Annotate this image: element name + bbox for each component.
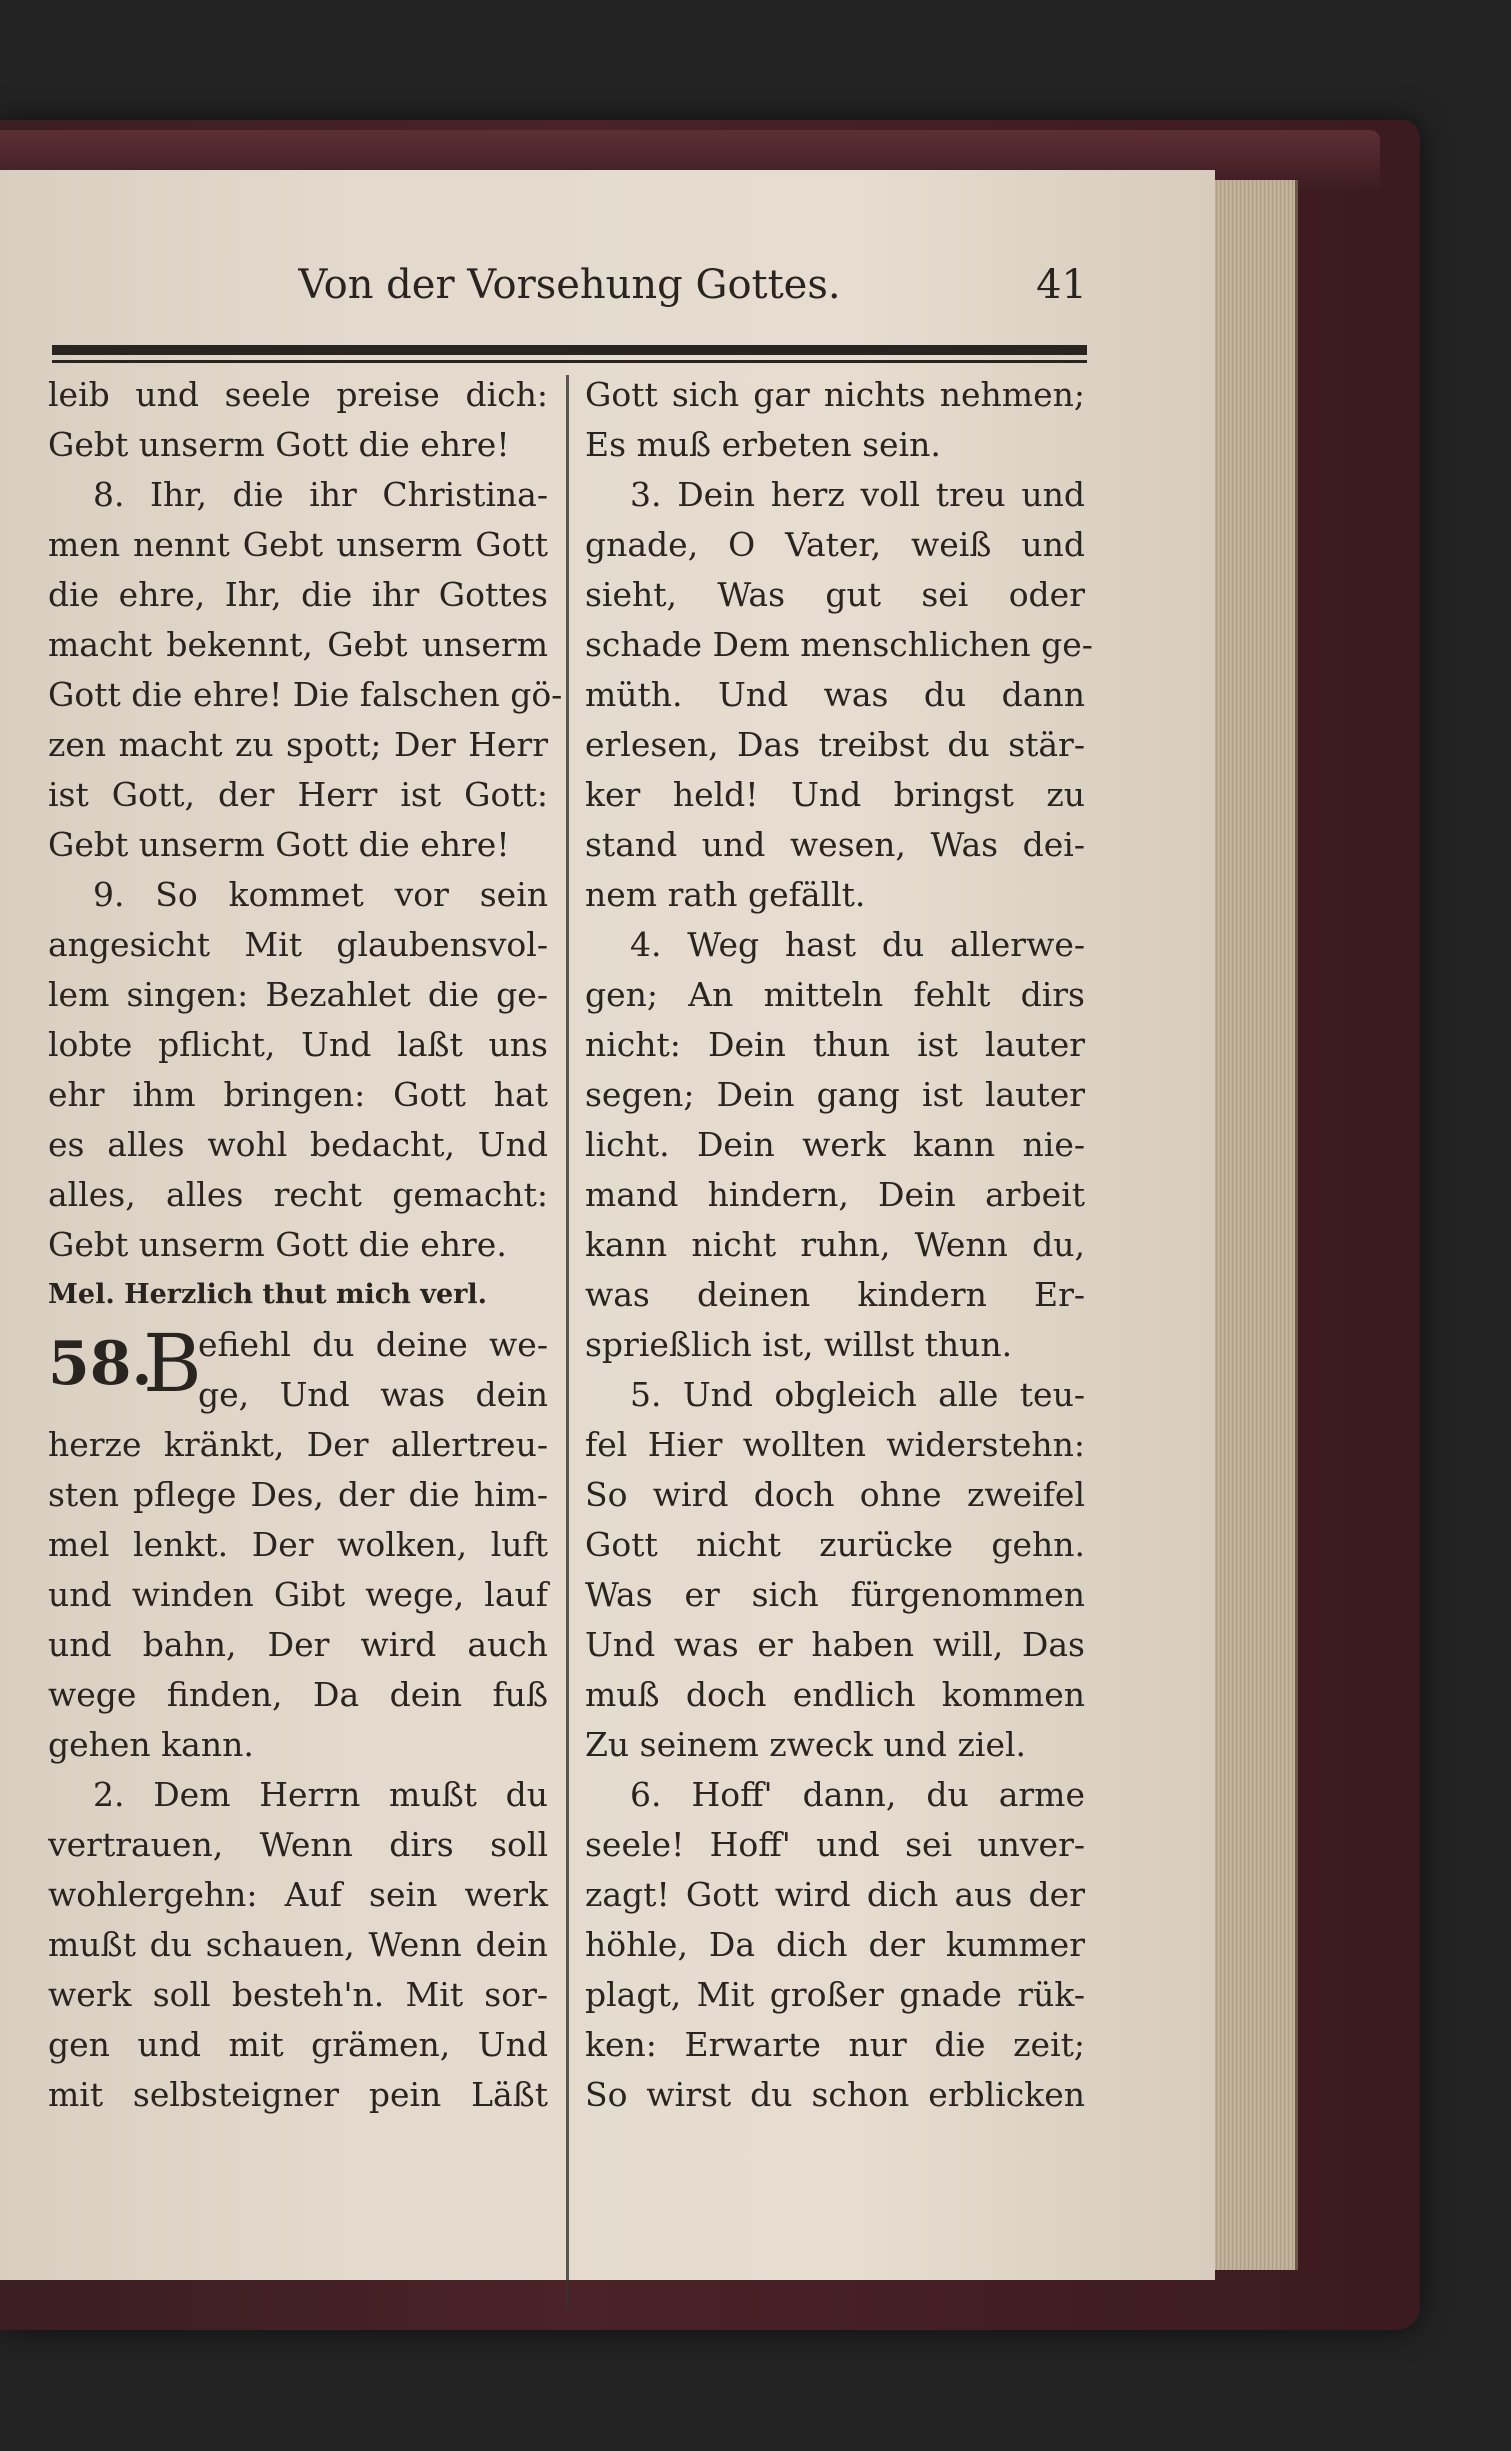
text-line: Gebt unserm Gott die ehre! [48, 825, 510, 864]
text-line: Es muß erbeten sein. [585, 425, 941, 464]
text-line: sprießlich ist, willst thun. [585, 1325, 1013, 1364]
text-line: Und was er haben will, Das [585, 1625, 1085, 1664]
text-line: Gebt unserm Gott die ehre. [48, 1225, 507, 1264]
text-line: segen; Dein gang ist lauter [585, 1075, 1085, 1114]
text-line: werk soll besteh'n. Mit sor- [48, 1975, 548, 2014]
text-line: 2. Dem Herrn mußt du [93, 1775, 548, 1814]
text-line: vertrauen, Wenn dirs soll [48, 1825, 548, 1864]
column-divider [566, 375, 569, 2310]
text-line: wohlergehn: Auf sein werk [48, 1875, 548, 1914]
text-line: So wirst du schon erblicken [585, 2075, 1085, 2114]
text-line: nem rath gefällt. [585, 875, 866, 914]
text-line: ist Gott, der Herr ist Gott: [48, 775, 548, 814]
text-line: 6. Hoff' dann, du arme [630, 1775, 1085, 1814]
page-edges [1205, 180, 1298, 2270]
melody-line: Mel. Herzlich thut mich verl. [48, 1279, 488, 1310]
text-line: alles, alles recht gemacht: [48, 1175, 548, 1214]
text-line: macht bekennt, Gebt unserm [48, 625, 548, 664]
text-line: muß doch endlich kommen [585, 1675, 1085, 1714]
text-line: mel lenkt. Der wolken, luft [48, 1525, 548, 1564]
text-line: zagt! Gott wird dich aus der [585, 1875, 1085, 1914]
text-line: sieht, Was gut sei oder [585, 575, 1085, 614]
text-line: es alles wohl bedacht, Und [48, 1125, 548, 1164]
text-line: herze kränkt, Der allertreu- [48, 1425, 548, 1464]
text-line: 5. Und obgleich alle teu- [630, 1375, 1085, 1414]
text-line: schade Dem menschlichen ge- [585, 625, 1093, 664]
text-line: gehen kann. [48, 1725, 254, 1764]
text-line: 9. So kommet vor sein [93, 875, 548, 914]
text-line: was deinen kindern Er- [585, 1275, 1085, 1314]
text-line: Gebt unserm Gott die ehre! [48, 425, 510, 464]
text-line: die ehre, Ihr, die ihr Gottes [48, 575, 548, 614]
right-column [585, 370, 1093, 2120]
text-line: plagt, Mit großer gnade rük- [585, 1975, 1085, 2014]
text-line: fel Hier wollten widerstehn: [585, 1425, 1085, 1464]
text-line: ken: Erwarte nur die zeit; [585, 2025, 1085, 2064]
text-line: 4. Weg hast du allerwe- [630, 925, 1085, 964]
text-line: höhle, Da dich der kummer [585, 1925, 1085, 1964]
hymn-heading [48, 1317, 548, 1420]
hymn-number: 58. [48, 1329, 153, 1399]
text-line: erlesen, Das treibst du stär- [585, 725, 1085, 764]
text-line: men nennt Gebt unserm Gott [48, 525, 548, 564]
page-number: 41 [1036, 262, 1087, 308]
text-line: angesicht Mit glaubensvol- [48, 925, 548, 964]
text-line: So wird doch ohne zweifel [585, 1475, 1085, 1514]
page-header [52, 262, 1087, 322]
text-line: gnade, O Vater, weiß und [585, 525, 1085, 564]
text-line: lobte pflicht, Und laßt uns [48, 1025, 548, 1064]
text-line: ker held! Und bringst zu [585, 775, 1085, 814]
text-line: gen; An mitteln fehlt dirs [585, 975, 1085, 1014]
text-line: seele! Hoff' und sei unver- [585, 1825, 1085, 1864]
running-title: Von der Vorsehung Gottes. [298, 262, 841, 308]
text-line: müth. Und was du dann [585, 675, 1085, 714]
text-line: leib und seele preise dich: [48, 375, 548, 414]
text-line: mit selbsteigner pein Läßt [48, 2075, 548, 2114]
text-line: nicht: Dein thun ist lauter [585, 1025, 1085, 1064]
text-line: Gott nicht zurücke gehn. [585, 1525, 1085, 1564]
text-line: sten pflege Des, der die him- [48, 1475, 548, 1514]
text-line: gen und mit grämen, Und [48, 2025, 548, 2064]
text-line: Gott sich gar nichts nehmen; [585, 375, 1085, 414]
header-rule-thin [52, 360, 1087, 363]
left-column [48, 370, 563, 2120]
text-line: stand und wesen, Was dei- [585, 825, 1085, 864]
text-line: 3. Dein herz voll treu und [630, 475, 1085, 514]
text-line: ehr ihm bringen: Gott hat [48, 1075, 548, 1114]
text-line: licht. Dein werk kann nie- [585, 1125, 1085, 1164]
text-line: 8. Ihr, die ihr Christina- [93, 475, 548, 514]
text-line: und winden Gibt wege, lauf [48, 1575, 548, 1614]
text-line: zen macht zu spott; Der Herr [48, 725, 548, 764]
text-line: lem singen: Bezahlet die ge- [48, 975, 548, 1014]
book-page [0, 170, 1215, 2280]
text-line: Was er sich fürgenommen [585, 1575, 1085, 1614]
text-line: kann nicht ruhn, Wenn du, [585, 1225, 1085, 1264]
hymn-dropcap: B [143, 1317, 202, 1410]
text-line: mand hindern, Dein arbeit [585, 1175, 1085, 1214]
header-rule-thick [52, 345, 1087, 355]
text-line: wege finden, Da dein fuß [48, 1675, 548, 1714]
text-line: efiehl du deine we- [198, 1325, 548, 1364]
text-line: und bahn, Der wird auch [48, 1625, 548, 1664]
text-line: Zu seinem zweck und ziel. [585, 1725, 1027, 1764]
text-line: ge, Und was dein [198, 1375, 548, 1414]
text-line: mußt du schauen, Wenn dein [48, 1925, 548, 1964]
hymn-first-lines [198, 1320, 548, 1420]
text-line: Gott die ehre! Die falschen gö- [48, 675, 563, 714]
